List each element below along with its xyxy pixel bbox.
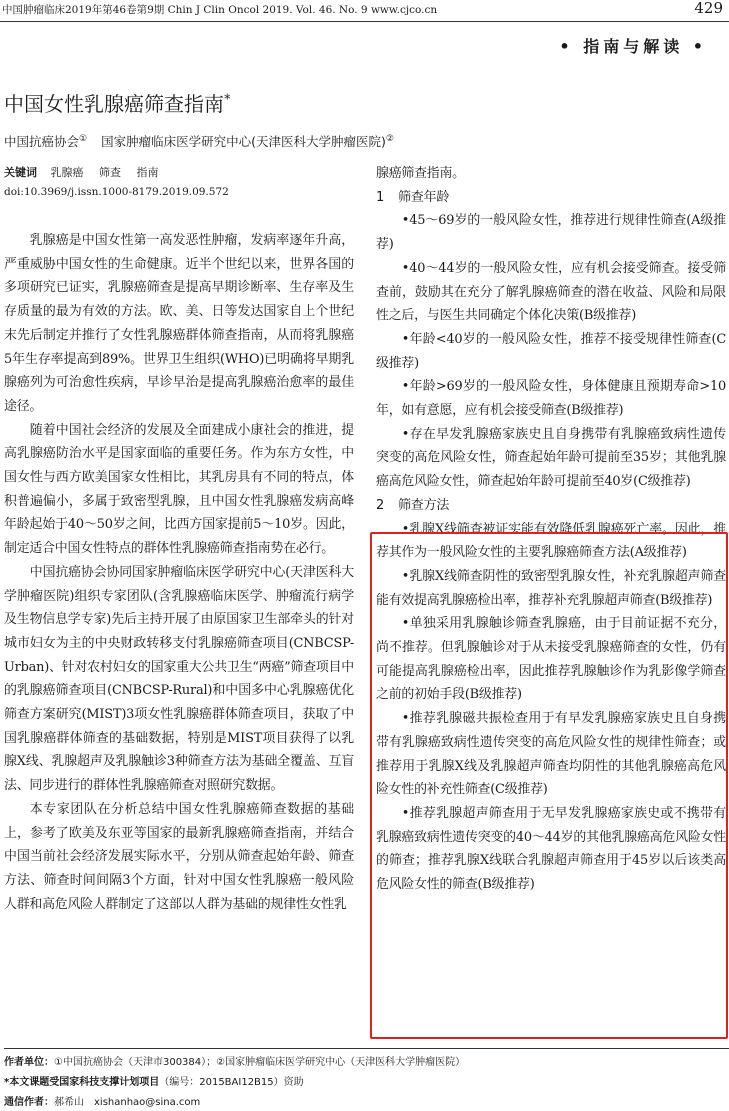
corresponding-label: 通信作者： [4,1097,54,1108]
recommendation-item: •乳腺X线筛查阴性的致密型乳腺女性，补充乳腺超声筛查能有效提高乳腺癌检出率，推荐补充乳腺超声筛查(B级推荐) [376,568,726,608]
recommendation-item: •40～44岁的一般风险女性，应有机会接受筛查。接受筛查前，鼓励其在充分了解乳腺癌筛查的潜在收益、风险和局限性之后，与医生共同确定个体化决策(B级推荐) [376,260,726,324]
running-header [0,0,729,22]
corresponding-text: 郝希山 xishanhao@sina.com [54,1097,201,1108]
footnotes [4,1048,729,1111]
author-1-mark: ① [79,133,88,144]
recommendation-item: •推荐乳腺磁共振检查用于有早发乳腺癌家族史且自身携带有乳腺癌致病性遗传突变的高危风险女性的规律性筛查；或推荐用于乳腺X线及乳腺超声筛查均阴性的其他乳腺癌高危风险女性的补充性筛查(C级推荐) [376,711,726,798]
keyword-item: 筛查 [99,166,121,179]
author-2-mark: ② [385,133,394,144]
section-heading [376,494,726,518]
recommendation-item: •存在早发乳腺癌家族史且自身携带有乳腺癌致病性遗传突变的高危风险女性，筛查起始年龄可提前至35岁；其他乳腺癌高危风险女性，筛查起始年龄可提前至40岁(C级推荐) [376,426,726,490]
recommendation-item: •45～69岁的一般风险女性，推荐进行规律性筛查(A级推荐) [376,213,726,253]
title-footnote-mark: * [224,92,231,108]
recommendation-item: •年龄<40岁的一般风险女性，推荐不接受规律性筛查(C级推荐) [376,331,726,371]
section-heading [376,186,726,210]
body-paragraph-continuation: 腺癌筛查指南。 [376,166,465,181]
doi: doi:10.3969/j.issn.1000-8179.2019.09.572 [4,186,229,198]
keyword-item: 指南 [136,166,159,179]
author-list [4,132,724,150]
section-number: 1 [376,189,385,205]
corresponding-footnote [4,1093,729,1111]
section-title: 筛查年龄 [398,189,450,205]
body-paragraph: 中国抗癌协会协同国家肿瘤临床医学研究中心(天津医科大学肿瘤医院)组织专家团队(含乳腺癌临床医学、肿瘤流行病学及生物信息学专家)先后主持开展了由原国家卫生部牵头的针对城市妇女为主的中央财政转移支付乳腺癌筛查项目(CNBCSP-Urban)、针对农村妇女的国家重大公共卫生“两癌”筛查项目中的乳腺癌筛查项目(CNBCSP-Rural)和中国多中心乳腺癌优化筛查方案研究(MIST)3项女性乳腺癌群体筛查项目，获取了中国乳腺癌群体筛查的基础数据，特别是MIST项目获得了以乳腺X线、乳腺超声及乳腺触诊3种筛查方法为基础全覆盖、互盲法、同步进行的群体性乳腺癌筛查对照研究数据。 [4,564,354,794]
funding-footnote [4,1073,729,1093]
page-number: 429 [694,0,723,17]
recommendation-item: •乳腺X线筛查被证实能有效降低乳腺癌死亡率。因此，推荐其作为一般风险女性的主要乳腺癌筛查方法(A级推荐) [376,521,726,561]
recommendation-item: •推荐乳腺超声筛查用于无早发乳腺癌家族史或不携带有乳腺癌致病性遗传突变的40～44岁的其他乳腺癌高危风险女性的筛查；推荐乳腺X线联合乳腺超声筛查用于45岁以后该类高危风险女性的筛查(B级推荐) [376,805,726,893]
recommendation-item: •年龄>69岁的一般风险女性，身体健康且预期寿命>10年，如有意愿，应有机会接受筛查(B级推荐) [376,379,726,419]
body-paragraph: 乳腺癌是中国女性第一高发恶性肿瘤，发病率逐年升高，严重威胁中国女性的生命健康。近半个世纪以来，世界各国的多项研究已证实，乳腺癌筛查是提高早期诊断率、生存率及生存质量的最为有效的方法。欧、美、日等发达国家自上个世纪末先后制定并推行了女性乳腺癌群体筛查指南，从而将乳腺癌5年生存率提高到89%。世界卫生组织(WHO)已明确将早期乳腺癌列为可治愈性疾病，早诊早治是提高乳腺癌治愈率的最佳途径。 [4,233,354,414]
journal-info: 中国肿瘤临床2019年第46卷第9期 Chin J Clin Oncol 2019. Vol. 46. No. 9 www.cjco.cn [2,4,438,16]
body-paragraph: 随着中国社会经济的发展及全面建成小康社会的推进，提高乳腺癌防治水平是国家面临的重要任务。作为东方女性，中国女性与西方欧美国家女性相比，其乳房具有不同的特点，体积普遍偏小，多属于致密型乳腺，且中国女性乳腺癌发病高峰年龄起始于40～50岁之间，比西方国家提前5～10岁。因此，制定适合中国女性特点的群体性乳腺癌筛查指南势在必行。 [4,422,354,557]
paper-title-text: 中国女性乳腺癌筛查指南 [4,92,224,116]
author-1: 中国抗癌协会 [4,134,80,149]
affiliation-text: ①中国抗癌协会（天津市300384）；②国家肿瘤临床医学研究中心（天津医科大学肿瘤医院） [54,1057,466,1068]
funding-text: （编号：2015BAI12B15）资助 [159,1077,304,1088]
author-2: 国家肿瘤临床医学研究中心(天津医科大学肿瘤医院) [101,134,386,149]
section-tag: • 指南与解读 • [559,37,707,56]
recommendation-item: •单独采用乳腺触诊筛查乳腺癌，由于目前证据不充分，尚不推荐。但乳腺触诊对于从未接受乳腺癌筛查的女性，仍有可能提高乳腺癌检出率，因此推荐乳腺触诊作为乳影像学筛查之前的初始手段(B级推荐) [376,616,726,703]
left-column [4,229,354,916]
section-title: 筛查方法 [398,497,450,513]
body-paragraph: 本专家团队在分析总结中国女性乳腺癌筛查数据的基础上，参考了欧美及东亚等国家的最新乳腺癌筛查指南，并结合中国当前社会经济发展实际水平，分别从筛查起始年龄、筛查方法、筛查时间间隔3个方面，针对中国女性乳腺癌一般风险人群和高危风险人群制定了这部以人群为基础的规律性女性乳 [4,801,354,912]
affiliation-footnote [4,1053,729,1073]
keyword-item: 乳腺癌 [50,166,84,179]
section-number: 2 [376,497,385,513]
keywords-line [4,164,364,180]
highlight-annotation-box [370,532,728,1039]
funding-label: *本文课题受国家科技支撑计划项目 [4,1077,160,1088]
keywords-label: 关键词 [4,166,37,179]
affiliation-label: 作者单位： [4,1057,54,1068]
paper-title [4,88,724,117]
